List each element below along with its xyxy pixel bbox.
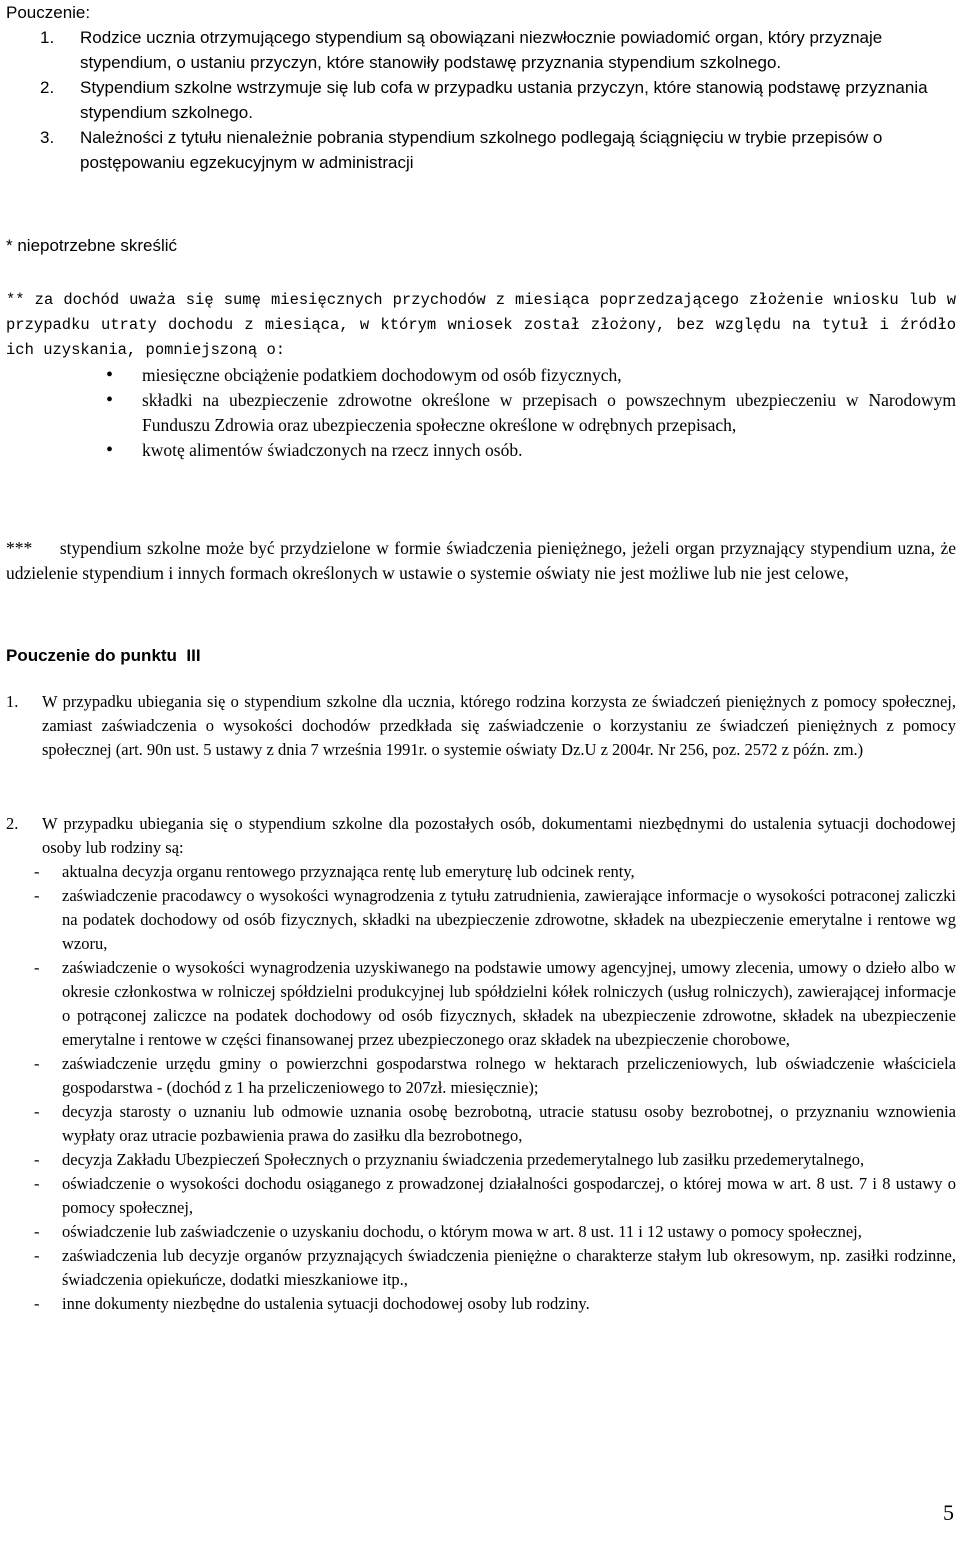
- document-text: decyzja starosty o uznaniu lub odmowie uznania osobę bezrobotną, utracie statusu osoby bezrobotnej, o przyznaniu wznowienia wypłaty oraz utracie pozbawienia prawa do zasiłku dla bezrobotnego,: [62, 1102, 956, 1145]
- bullet-marker: •: [106, 439, 114, 461]
- bullet-marker: •: [106, 364, 114, 386]
- section-heading-text: Pouczenie do punktu III: [6, 646, 201, 665]
- intro-item-text: Należności z tytułu nienależnie pobrania stypendium szkolnego podlegają ściągnięciu w trybie przepisów o postępowaniu egzekucyjnym w administracji: [80, 128, 883, 172]
- document-text: oświadczenie lub zaświadczenie o uzyskaniu dochodu, o którym mowa w art. 8 ust. 11 i 12 ustawy o pomocy społecznej,: [62, 1222, 862, 1241]
- bullet-text: składki na ubezpieczenie zdrowotne określone w przepisach o powszechnym ubezpieczeniu w Narodowym Funduszu Zdrowia oraz ubezpieczenia społeczne określone w odrębnych przepisach,: [142, 390, 956, 435]
- section-item-text: W przypadku ubiegania się o stypendium szkolne dla pozostałych osób, dokumentami niezbędnymi do ustalenia sytuacji dochodowej osoby lub rodziny są:: [42, 814, 956, 857]
- bullet-item: [6, 388, 956, 438]
- dash-marker: -: [34, 1174, 40, 1193]
- section-heading: [6, 643, 956, 668]
- intro-item-text: Stypendium szkolne wstrzymuje się lub cofa w przypadku ustania przyczyn, które stanowią podstawę przyznania stypendium szkolnego.: [80, 78, 928, 122]
- dash-marker: -: [34, 958, 40, 977]
- document-text: inne dokumenty niezbędne do ustalenia sytuacji dochodowej osoby lub rodziny.: [62, 1294, 590, 1313]
- section-item-text: W przypadku ubiegania się o stypendium szkolne dla ucznia, którego rodzina korzysta ze świadczeń pieniężnych z pomocy społecznej, zamiast zaświadczenia o wysokości dochodów przedkłada się zaświadczenie o korzystaniu ze świadczeń pieniężnych z pomocy społecznej (art. 90n ust. 5 ustawy z dnia 7 września 1991r. o systemie oświaty Dz.U z 2004r. Nr 256, poz. 2572 z późn. zm.): [42, 692, 956, 759]
- intro-item-text: Rodzice ucznia otrzymującego stypendium są obowiązani niezwłocznie powiadomić organ, który przyznaje stypendium, o ustaniu przyczyn, które stanowiły podstawę przyznania stypendium szkolnego.: [80, 28, 883, 72]
- document-text: zaświadczenie o wysokości wynagrodzenia uzyskiwanego na podstawie umowy agencyjnej, umowy zlecenia, umowy o dzieło albo w okresie członkostwa w rolniczej spółdzielni produkcyjnej lub spółdzielni kółek rolniczych (usług rolniczych), zawierającej informacje o potrąconej zaliczce na podatek dochodowy od osób fizycznych, składek na ubezpieczenie zdrowotne, składek na ubezpieczenie emerytalne i rentowe w części finansowanej przez ubezpieczonego oraz składek na ubezpieczenie chorobowe,: [62, 958, 956, 1049]
- bullet-text: miesięczne obciążenie podatkiem dochodowym od osób fizycznych,: [142, 365, 622, 385]
- document-text: decyzja Zakładu Ubezpieczeń Społecznych o przyznaniu świadczenia przedemerytalnego lub zasiłku przedemerytalnego,: [62, 1150, 865, 1169]
- footnote-single-star: [6, 233, 956, 258]
- document-text: zaświadczenie urzędu gminy o powierzchni gospodarstwa rolnego w hektarach przeliczeniowych, lub oświadczenie właściciela gospodarstwa - (dochód z 1 ha przeliczeniowego to 207zł. miesięcznie);: [62, 1054, 956, 1097]
- footnote-double-star: [6, 288, 956, 463]
- document-text: oświadczenie o wysokości dochodu osiąganego z prowadzonej działalności gospodarczej, o której mowa w art. 8 ust. 7 i 8 ustawy o pomocy społecznej,: [62, 1174, 956, 1217]
- dash-marker: -: [34, 1102, 40, 1121]
- document-item: [6, 1244, 956, 1292]
- dash-marker: -: [34, 886, 40, 905]
- document-item: [6, 860, 956, 884]
- dash-marker: -: [34, 1222, 40, 1241]
- bullet-text: kwotę alimentów świadczonych na rzecz innych osób.: [142, 440, 523, 460]
- document-text: zaświadczenia lub decyzje organów przyznających świadczenia pieniężne o charakterze stałym lub okresowym, np. zasiłki rodzinne, świadczenia opiekuńcze, dodatki mieszkaniowe itp.,: [62, 1246, 956, 1289]
- intro-item-number: 2.: [40, 78, 55, 97]
- dash-marker: -: [34, 1294, 40, 1313]
- dash-marker: -: [34, 1054, 40, 1073]
- section-item-number: 1.: [6, 692, 19, 711]
- intro-title: Pouczenie:: [6, 3, 91, 22]
- document-item: [6, 1172, 956, 1220]
- intro-section: [6, 0, 956, 175]
- document-item: [6, 956, 956, 1052]
- footnote-triple-star: [6, 536, 956, 586]
- dash-marker: -: [34, 1246, 40, 1265]
- document-text: zaświadczenie pracodawcy o wysokości wynagrodzenia z tytułu zatrudnienia, zawierające informacje o wysokości potraconej zaliczki na podatek dochodowy od osób fizycznych, składki na ubezpieczenie zdrowotne, składek na ubezpieczenie emerytalne i rentowe wg wzoru,: [62, 886, 956, 953]
- document-item: [6, 1052, 956, 1100]
- intro-item-number: 3.: [40, 128, 55, 147]
- footnote-mark: ***: [6, 538, 33, 558]
- document-text: aktualna decyzja organu rentowego przyznająca rentę lub emeryturę lub odcinek renty,: [62, 862, 635, 881]
- footnote-text: * niepotrzebne skreślić: [6, 236, 178, 255]
- intro-item-number: 1.: [40, 28, 55, 47]
- section-item-2: [6, 812, 956, 1316]
- document-item: [6, 884, 956, 956]
- footnote-text: ** za dochód uważa się sumę miesięcznych przychodów z miesiąca poprzedzającego złożenie wniosku lub w przypadku utraty dochodu z miesiąca, w którym wniosek został złożony, bez względu na tytuł i źródło ich uzyskania, pomniejszoną o:: [6, 291, 956, 359]
- document-item: [6, 1220, 956, 1244]
- dash-marker: -: [34, 862, 40, 881]
- section-item-1: [6, 690, 956, 762]
- intro-item-2: [6, 75, 956, 125]
- page-number: 5: [943, 1500, 954, 1525]
- bullet-item: [6, 438, 956, 463]
- bullet-marker: •: [106, 389, 114, 411]
- documents-list: [6, 860, 956, 1316]
- document-item: [6, 1148, 956, 1172]
- bullet-item: [6, 363, 956, 388]
- intro-item-1: [6, 25, 956, 75]
- document-item: [6, 1292, 956, 1316]
- dash-marker: -: [34, 1150, 40, 1169]
- section-item-number: 2.: [6, 814, 19, 833]
- document-item: [6, 1100, 956, 1148]
- footnote-text: stypendium szkolne może być przydzielone w formie świadczenia pieniężnego, jeżeli organ przyznający stypendium uzna, że udzielenie stypendium i innych formach określonych w ustawie o systemie oświaty nie jest możliwe lub nie jest celowe,: [6, 538, 957, 583]
- intro-item-3: [6, 125, 956, 175]
